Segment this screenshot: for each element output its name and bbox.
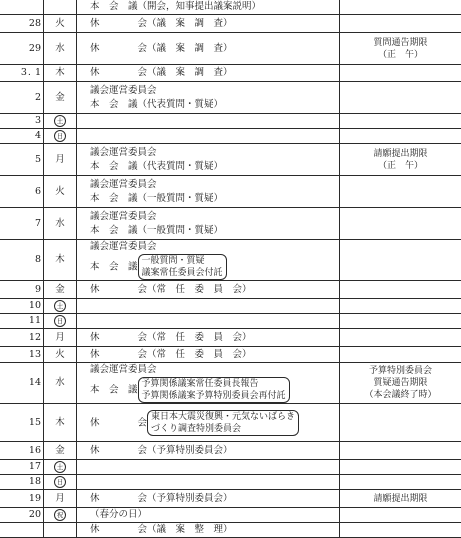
schedule-row — [0, 176, 461, 208]
agenda-line: 議会運営委員会 — [90, 240, 336, 254]
agenda-cell — [77, 442, 340, 460]
schedule-row — [0, 404, 461, 442]
agenda-cell — [77, 33, 340, 65]
deadline-note-cell — [340, 347, 461, 363]
weekday-cell — [44, 0, 77, 15]
weekday-label: 水 — [55, 377, 65, 388]
weekday-label: 火 — [55, 186, 65, 197]
weekday-label: 月 — [55, 493, 65, 504]
date-cell — [0, 299, 44, 314]
weekday-label: 水 — [55, 43, 65, 54]
agenda-cell — [77, 144, 340, 176]
agenda-line: 休 会（常 任 委 員 会） — [90, 331, 336, 345]
weekday-label: 金 — [55, 92, 65, 103]
agenda-cell — [77, 15, 340, 33]
weekday-cell — [44, 176, 77, 208]
day-number: 2 — [35, 92, 41, 103]
agenda-cell — [77, 129, 340, 144]
deadline-note-cell — [340, 240, 461, 281]
agenda-line: 本 会 議（代表質問・質疑） — [90, 160, 336, 174]
day-number: 12 — [29, 332, 41, 343]
deadline-note-cell — [340, 314, 461, 329]
deadline-note-line: （正 午） — [343, 160, 458, 172]
schedule-row — [0, 329, 461, 347]
day-number: 13 — [29, 349, 41, 360]
date-cell — [0, 442, 44, 460]
weekday-label: 木 — [55, 254, 65, 265]
agenda-line: 本 会 議（代表質問・質疑） — [90, 98, 336, 112]
deadline-note-cell — [340, 15, 461, 33]
date-cell — [0, 176, 44, 208]
bracket-box — [138, 254, 227, 280]
day-number: 3 — [35, 115, 41, 126]
agenda-line: 議会運営委員会 — [90, 363, 336, 377]
deadline-note-cell — [340, 176, 461, 208]
bracket-line: 一般質問・質疑 — [142, 255, 223, 267]
schedule-row — [0, 523, 461, 538]
date-cell — [0, 329, 44, 347]
agenda-cell — [77, 363, 340, 404]
day-number: 6 — [35, 186, 41, 197]
agenda-cell — [77, 475, 340, 490]
schedule-row — [0, 363, 461, 404]
day-number: 5 — [35, 154, 41, 165]
weekday-label: 火 — [55, 18, 65, 29]
agenda-line: 本 会 議（一般質問・質疑） — [90, 192, 336, 206]
day-number: 11 — [29, 315, 41, 326]
weekday-holiday-circled: 日 — [54, 476, 66, 488]
bracket-line: 予算関係議案常任委員長報告 — [142, 378, 286, 390]
deadline-note-cell — [340, 460, 461, 475]
schedule-row — [0, 299, 461, 314]
agenda-line: 休 会（常 任 委 員 会） — [90, 348, 336, 362]
bracket-line: づくり調査特別委員会 — [151, 423, 295, 435]
schedule-row — [0, 82, 461, 114]
agenda-cell — [77, 114, 340, 129]
weekday-cell — [44, 404, 77, 442]
weekday-cell — [44, 460, 77, 475]
agenda-cell — [77, 299, 340, 314]
deadline-note-line: 請願提出期限 — [343, 493, 458, 505]
agenda-prefix: 本 会 議 — [90, 385, 138, 396]
agenda-line: 休 会（予算特別委員会） — [90, 444, 336, 458]
date-cell — [0, 65, 44, 82]
date-cell — [0, 508, 44, 523]
agenda-line: 本 会 議（開会，知事提出議案説明） — [90, 0, 336, 14]
weekday-cell — [44, 442, 77, 460]
date-cell — [0, 240, 44, 281]
deadline-note-cell — [340, 129, 461, 144]
day-number: 15 — [29, 417, 41, 428]
date-cell — [0, 82, 44, 114]
agenda-prefix: 休 会 — [90, 417, 147, 428]
deadline-note-cell — [340, 144, 461, 176]
schedule-row — [0, 144, 461, 176]
agenda-line: 休 会（予算特別委員会） — [90, 492, 336, 506]
date-cell — [0, 33, 44, 65]
schedule-row — [0, 114, 461, 129]
agenda-cell — [77, 490, 340, 508]
day-number: 10 — [29, 300, 41, 311]
agenda-line-with-bracket — [90, 377, 336, 403]
agenda-cell — [77, 281, 340, 299]
bracket-box — [138, 377, 290, 403]
weekday-label: 水 — [55, 218, 65, 229]
schedule-row — [0, 475, 461, 490]
agenda-cell — [77, 404, 340, 442]
weekday-holiday-circled: 祝 — [54, 509, 66, 521]
agenda-cell — [77, 0, 340, 15]
agenda-line: 休 会（議 案 調 査） — [90, 66, 336, 80]
weekday-cell — [44, 240, 77, 281]
weekday-cell — [44, 314, 77, 329]
deadline-note-cell — [340, 404, 461, 442]
schedule-row — [0, 0, 461, 15]
weekday-cell — [44, 65, 77, 82]
deadline-note-cell — [340, 442, 461, 460]
deadline-note-cell — [340, 299, 461, 314]
weekday-cell — [44, 15, 77, 33]
deadline-note-cell — [340, 65, 461, 82]
month-label: 3. — [21, 67, 32, 78]
weekday-cell — [44, 208, 77, 240]
weekday-cell — [44, 299, 77, 314]
bracket-line: 東日本大震災復興・元気ないばらき — [151, 411, 295, 423]
weekday-cell — [44, 33, 77, 65]
date-cell — [0, 523, 44, 538]
deadline-note-cell — [340, 475, 461, 490]
date-cell — [0, 281, 44, 299]
deadline-note-cell — [340, 490, 461, 508]
deadline-note-line: （本会議終了時） — [343, 389, 458, 401]
weekday-cell — [44, 363, 77, 404]
weekday-cell — [44, 508, 77, 523]
weekday-cell — [44, 329, 77, 347]
deadline-note-line: 質問通告期限 — [343, 37, 458, 49]
agenda-cell — [77, 329, 340, 347]
day-number: 9 — [35, 284, 41, 295]
day-number: 4 — [35, 130, 41, 141]
deadline-note-cell — [340, 82, 461, 114]
date-cell — [0, 0, 44, 15]
day-number: 28 — [29, 18, 41, 29]
weekday-cell — [44, 490, 77, 508]
weekday-label: 金 — [55, 284, 65, 295]
agenda-cell — [77, 176, 340, 208]
schedule-row — [0, 15, 461, 33]
date-cell — [0, 144, 44, 176]
agenda-cell — [77, 240, 340, 281]
weekday-cell — [44, 129, 77, 144]
weekday-cell — [44, 347, 77, 363]
deadline-note-cell — [340, 281, 461, 299]
schedule-row — [0, 129, 461, 144]
agenda-line: （春分の日） — [90, 508, 336, 522]
deadline-note-cell — [340, 208, 461, 240]
deadline-note-line: 請願提出期限 — [343, 148, 458, 160]
agenda-prefix: 本 会 議 — [90, 262, 138, 273]
date-cell — [0, 475, 44, 490]
agenda-cell — [77, 508, 340, 523]
schedule-row — [0, 33, 461, 65]
agenda-line-with-bracket — [90, 254, 336, 280]
schedule-row — [0, 508, 461, 523]
deadline-note-line: 予算特別委員会 — [343, 365, 458, 377]
agenda-line: 議会運営委員会 — [90, 146, 336, 160]
agenda-cell — [77, 347, 340, 363]
weekday-label: 月 — [55, 332, 65, 343]
day-number: 8 — [35, 254, 41, 265]
deadline-note-cell — [340, 0, 461, 15]
date-cell — [0, 129, 44, 144]
agenda-line: 本 会 議（一般質問・質疑） — [90, 224, 336, 238]
bracket-box — [147, 410, 299, 436]
day-number: 19 — [29, 493, 41, 504]
date-cell — [0, 314, 44, 329]
date-cell — [0, 114, 44, 129]
date-cell — [0, 347, 44, 363]
agenda-cell — [77, 460, 340, 475]
day-number: 18 — [29, 476, 41, 487]
day-number: 20 — [29, 509, 41, 520]
weekday-holiday-circled: 日 — [54, 315, 66, 327]
agenda-line: 休 会（常 任 委 員 会） — [90, 283, 336, 297]
weekday-holiday-circled: 土 — [54, 300, 66, 312]
day-number: 7 — [35, 218, 41, 229]
agenda-line: 議会運営委員会 — [90, 178, 336, 192]
day-number: 14 — [29, 377, 41, 388]
date-cell — [0, 15, 44, 33]
schedule-row — [0, 460, 461, 475]
day-number: 17 — [29, 461, 41, 472]
agenda-line: 休 会（議 案 調 査） — [90, 42, 336, 56]
weekday-cell — [44, 144, 77, 176]
deadline-note-line: （正 午） — [343, 49, 458, 61]
agenda-cell — [77, 82, 340, 114]
weekday-label: 月 — [55, 154, 65, 165]
bracket-line: 議案常任委員会付託 — [142, 267, 223, 279]
weekday-holiday-circled: 土 — [54, 115, 66, 127]
schedule-row — [0, 281, 461, 299]
schedule-row — [0, 314, 461, 329]
deadline-note-cell — [340, 363, 461, 404]
weekday-cell — [44, 114, 77, 129]
weekday-label: 火 — [55, 349, 65, 360]
agenda-line: 議会運営委員会 — [90, 84, 336, 98]
deadline-note-cell — [340, 523, 461, 538]
date-cell — [0, 363, 44, 404]
date-cell — [0, 208, 44, 240]
weekday-cell — [44, 475, 77, 490]
schedule-row — [0, 208, 461, 240]
schedule-row — [0, 240, 461, 281]
weekday-holiday-circled: 土 — [54, 461, 66, 473]
weekday-cell — [44, 523, 77, 538]
schedule-row — [0, 442, 461, 460]
date-cell — [0, 460, 44, 475]
schedule-row — [0, 490, 461, 508]
bracket-line: 予算関係議案予算特別委員会再付託 — [142, 390, 286, 402]
deadline-note-cell — [340, 33, 461, 65]
agenda-cell — [77, 314, 340, 329]
agenda-cell — [77, 208, 340, 240]
agenda-line: 休 会（議 案 調 査） — [90, 17, 336, 31]
deadline-note-line: 質疑通告期限 — [343, 377, 458, 389]
agenda-line: 休 会（議 案 整 理） — [90, 523, 336, 537]
agenda-cell — [77, 523, 340, 538]
weekday-cell — [44, 82, 77, 114]
date-cell — [0, 490, 44, 508]
schedule-row — [0, 347, 461, 363]
day-number: 16 — [29, 445, 41, 456]
weekday-cell — [44, 281, 77, 299]
weekday-label: 木 — [55, 417, 65, 428]
deadline-note-cell — [340, 114, 461, 129]
weekday-label: 木 — [55, 67, 65, 78]
agenda-line: 議会運営委員会 — [90, 210, 336, 224]
schedule-row — [0, 65, 461, 82]
agenda-cell — [77, 65, 340, 82]
deadline-note-cell — [340, 508, 461, 523]
deadline-note-cell — [340, 329, 461, 347]
weekday-holiday-circled: 日 — [54, 130, 66, 142]
day-number: 1 — [35, 67, 41, 78]
agenda-line-with-bracket — [90, 410, 336, 436]
date-cell — [0, 404, 44, 442]
weekday-label: 金 — [55, 445, 65, 456]
day-number: 29 — [29, 43, 41, 54]
